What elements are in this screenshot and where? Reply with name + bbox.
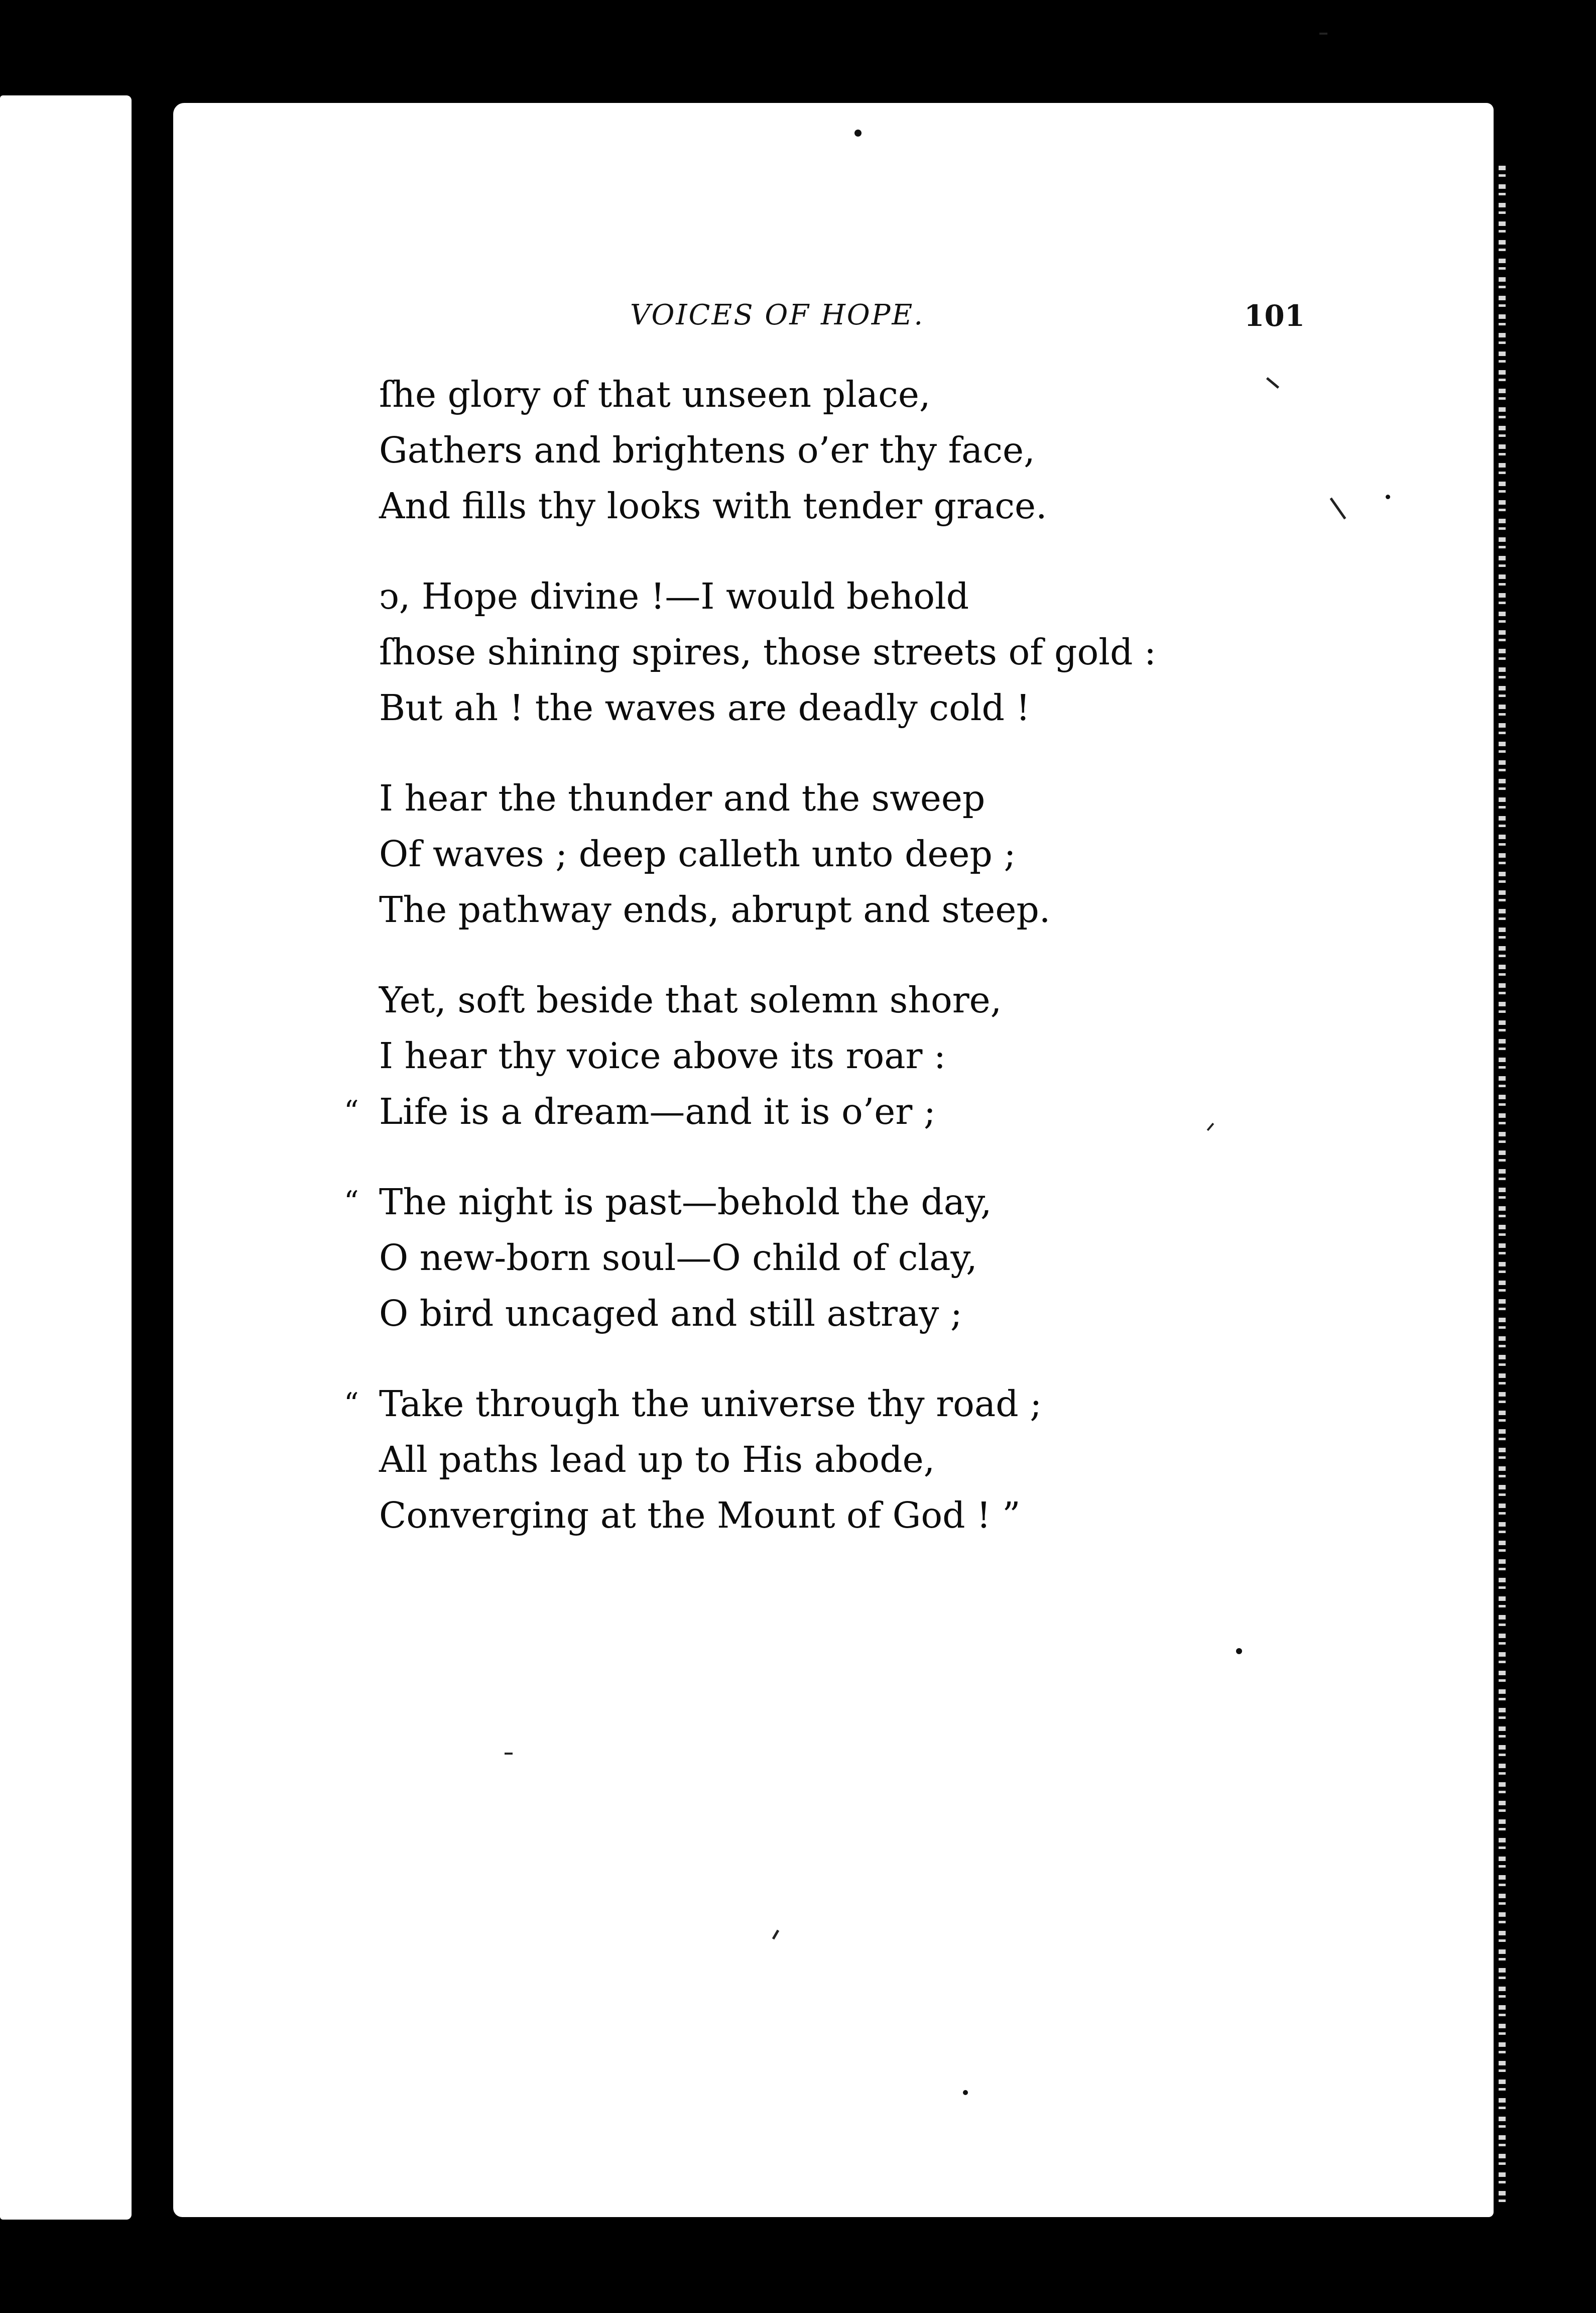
poem-line [379, 422, 1207, 478]
poem-line [379, 624, 1207, 680]
stanza [344, 1376, 1207, 1543]
opening-quote-mark: “ [344, 1185, 359, 1219]
scan-speck [854, 130, 862, 137]
poem-line-text: ↄ, Hope divine !—I would behold [379, 575, 969, 617]
poem-line-text: ſhose shining spires, those streets of gold : [379, 631, 1156, 673]
poem-line-text: I hear thy voice above its roar : [379, 1035, 946, 1077]
page-edge-stripes [1499, 166, 1506, 2210]
poem-line-text: O new-born soul—O child of clay, [379, 1237, 977, 1279]
poem-line-text: Life is a dream—and it is o’er ; [379, 1091, 936, 1132]
scan-speck [1236, 1648, 1242, 1654]
poem-line [379, 478, 1207, 534]
poem-line [379, 680, 1207, 736]
poem-line [379, 1286, 1207, 1341]
running-head: VOICES OF HOPE. [630, 299, 925, 331]
poem-line [379, 1230, 1207, 1286]
poem-line-text: ſhe glory of that unseen place, [379, 374, 931, 415]
scan-speck [1386, 495, 1390, 499]
stanza [344, 1174, 1207, 1341]
poem-line [379, 972, 1207, 1028]
poem-line-text: Take through the universe thy road ; [379, 1383, 1042, 1425]
poem-line-text: And fills thy looks with tender grace. [379, 485, 1047, 527]
poem-line-text: Yet, soft beside that solemn shore, [379, 979, 1002, 1021]
facing-page-edge [0, 95, 132, 2220]
poem-text [344, 367, 1207, 1578]
opening-quote-mark: “ [344, 1386, 359, 1421]
poem-line [344, 1376, 1207, 1432]
scan-speck [963, 2090, 968, 2095]
poem-line [379, 1432, 1207, 1487]
scan-speck [505, 1753, 513, 1755]
poem-line-text: All paths lead up to His abode, [379, 1439, 935, 1480]
poem-line [379, 770, 1207, 826]
stanza [379, 770, 1207, 938]
poem-line-text: The pathway ends, abrupt and steep. [379, 889, 1051, 931]
poem-line-text: O bird uncaged and still astray ; [379, 1293, 962, 1334]
poem-line-text: Of waves ; deep calleth unto deep ; [379, 833, 1016, 875]
poem-line [379, 1028, 1207, 1084]
poem-line-text: The night is past—behold the day, [379, 1181, 992, 1223]
poem-line [344, 1084, 1207, 1139]
poem-line [379, 568, 1207, 624]
poem-line [379, 367, 1207, 422]
opening-quote-mark: “ [344, 1094, 359, 1128]
stanza [344, 972, 1207, 1139]
poem-line-text: Gathers and brightens o’er thy face, [379, 429, 1035, 471]
page-number: 101 [1244, 299, 1305, 333]
poem-line-text: But ah ! the waves are deadly cold ! [379, 687, 1031, 729]
poem-line [379, 826, 1207, 882]
scan-speck [1319, 33, 1327, 35]
stanza [379, 568, 1207, 736]
poem-line [379, 1487, 1207, 1543]
poem-line-text: I hear the thunder and the sweep [379, 777, 986, 819]
poem-line-text: Converging at the Mount of God ! ” [379, 1494, 1021, 1536]
stanza [379, 367, 1207, 534]
poem-line [344, 1174, 1207, 1230]
poem-line [379, 882, 1207, 938]
